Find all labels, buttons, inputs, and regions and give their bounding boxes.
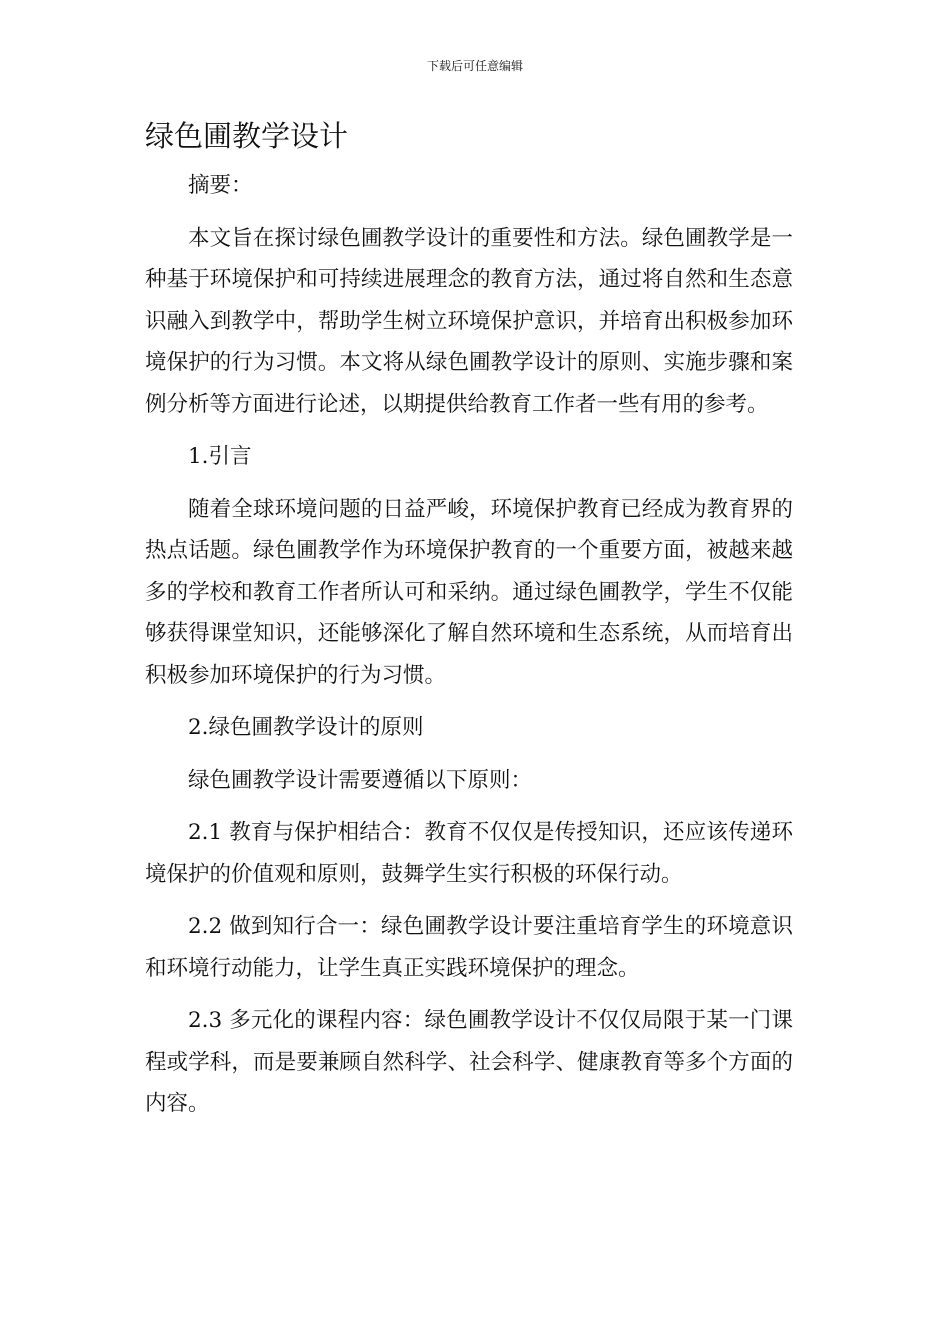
abstract-label: 摘要： [188,173,253,198]
abstract-paragraph: 本文旨在探讨绿色圃教学设计的重要性和方法。绿色圃教学是一种基于环境保护和可持续进展理念的教育方法，通过将自然和生态意识融入到教学中，帮助学生树立环境保护意识，并培育出积极参加环境保护的行为习惯。本文将从绿色圃教学设计的原则、实施步骤和案例分析等方面进行论述，以期提供给教育工作者一些有用的参考。 [145,225,793,417]
principle-2-2: 2.2 做到知行合一：绿色圃教学设计要注重培育学生的环境意识和环境行动能力，让学生真正实践环境保护的理念。 [145,914,793,981]
section-heading-introduction: 1.引言 [188,444,252,469]
principle-2-1: 2.1 教育与保护相结合：教育不仅仅是传授知识，还应该传递环境保护的价值观和原则，鼓舞学生实行积极的环保行动。 [145,820,793,887]
principle-2-3: 2.3 多元化的课程内容：绿色圃教学设计不仅仅局限于某一门课程或学科，而是要兼顾自然科学、社会科学、健康教育等多个方面的内容。 [145,1008,793,1116]
header-note: 下载后可任意编辑 [426,59,523,73]
principles-intro: 绿色圃教学设计需要遵循以下原则： [188,767,533,793]
document-body [145,165,793,1136]
introduction-paragraph: 随着全球环境问题的日益严峻，环境保护教育已经成为教育界的热点话题。绿色圃教学作为环境保护教育的一个重要方面，被越来越多的学校和教育工作者所认可和采纳。通过绿色圃教学，学生不仅能够获得课堂知识，还能够深化了解自然环境和生态系统，从而培育出积极参加环境保护的行为习惯。 [145,496,793,688]
section-heading-principles: 2.绿色圃教学设计的原则 [188,715,424,740]
document-title: 绿色圃教学设计 [145,119,349,153]
